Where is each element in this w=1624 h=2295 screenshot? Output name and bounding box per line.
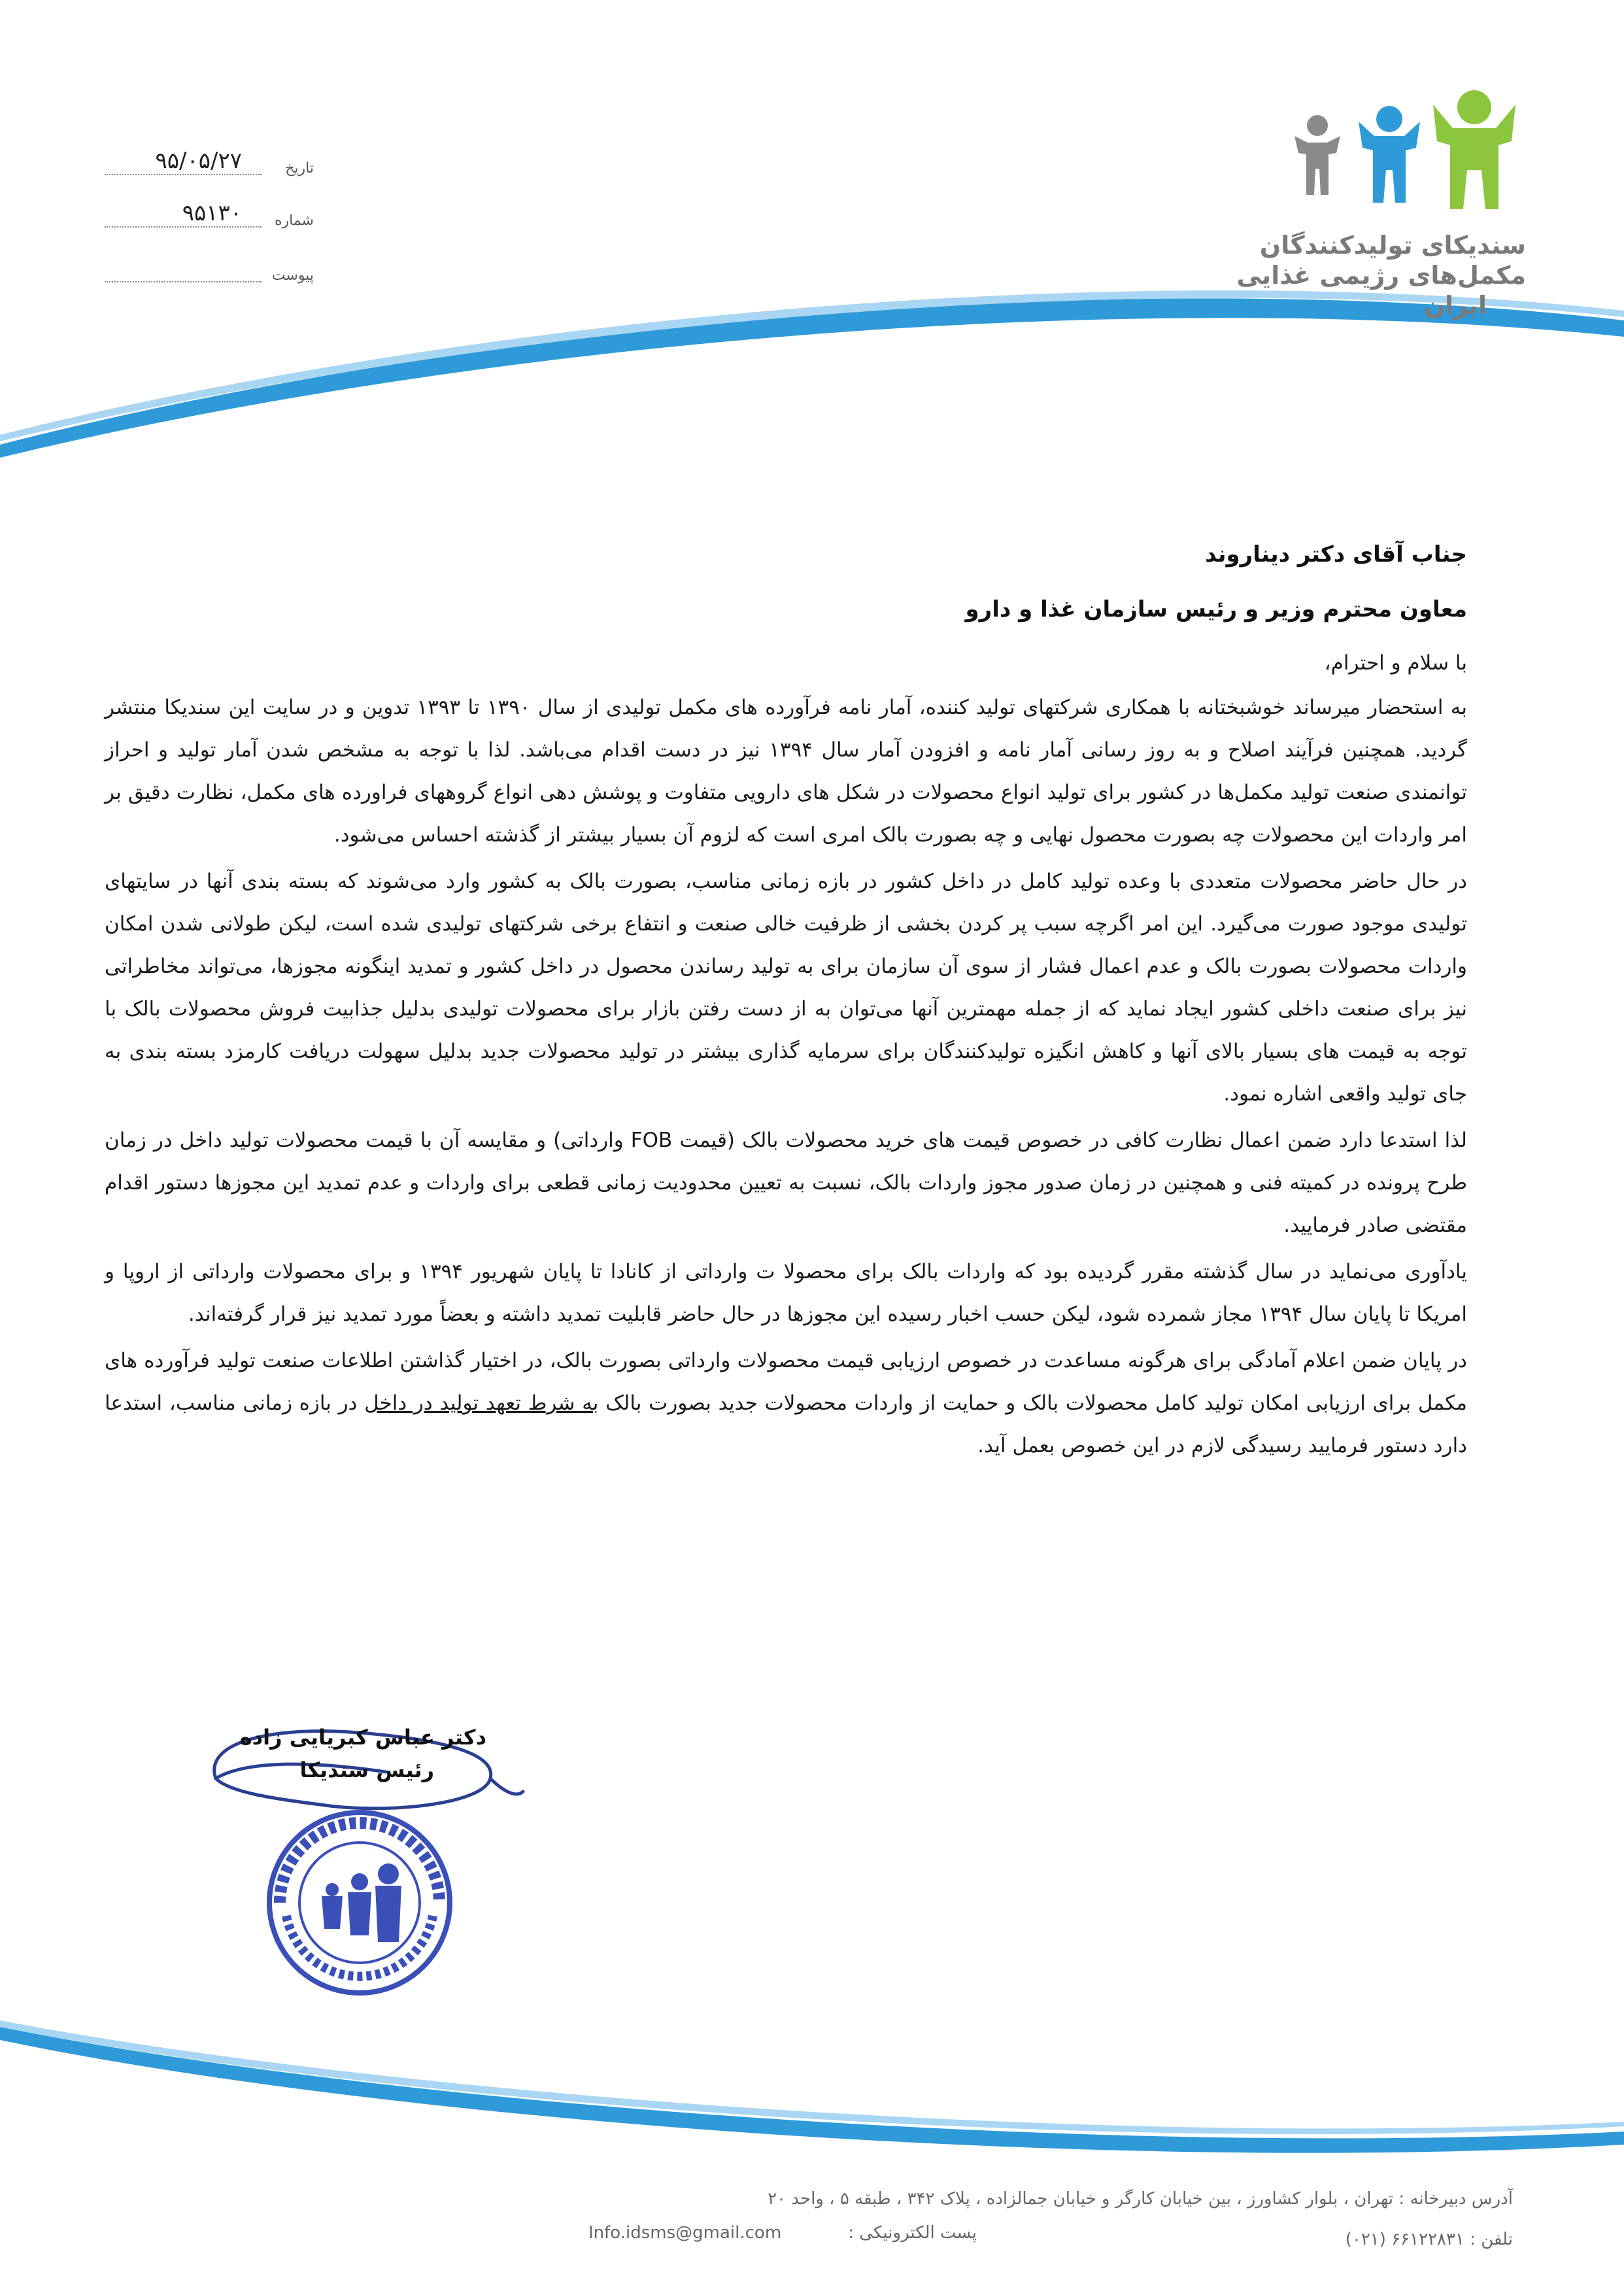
date-field — [105, 148, 314, 179]
logo-figures-icon — [1281, 85, 1543, 216]
organization-name-line1: سندیکای تولیدکنندگان — [1259, 231, 1526, 260]
organization-name-line3: ایران — [1423, 291, 1487, 320]
addressee-name: جناب آقای دکتر دیناروند — [1205, 541, 1467, 568]
date-line — [105, 174, 262, 175]
number-field — [105, 200, 314, 231]
organization-name-line2: مکمل‌های رژیمی غذایی — [1236, 261, 1526, 290]
addressee-title: معاون محترم وزیر و رئیس سازمان غذا و دارو — [965, 596, 1467, 622]
paragraph-2: در حال حاضر محصولات متعددی با وعده تولید کامل در داخل کشور در بازه زمانی مناسب، بصورت بالک به کشور وارد می‌شوند که بسته بندی آنها در سایتهای تولیدی موجود صورت می‌گیرد. این امر اگرچه سبب پر کردن بخشی از ظرفیت خالی صنعت و انتفاع برخی شرکتهای تولیدی شده است، لیکن طولانی شدن امکان واردات محصولات بصورت بالک و عدم اعمال فشار از سوی آن سازمان برای به تولید رساندن محصول در داخل کشور و تمدید اینگونه مجوزها، می‌تواند مخاطراتی نیز برای صنعت داخلی کشور ایجاد نماید که از جمله مهمترین آنها می‌توان به از دست رفتن بازار برای محصولات تولیدی بدلیل جذابیت فروش محصولات بالک با توجه به قیمت های بسیار بالای آنها و کاهش انگیزه تولیدکنندگان برای سرمایه گذاری بیشتر در تولید محصولات جدید بدلیل سهولت دریافت کارمزد بسته بندی به جای تولید واقعی اشاره نمود. — [105, 870, 1467, 1106]
paragraph-5 — [105, 1340, 1467, 1467]
attachment-line — [105, 281, 262, 282]
paragraph-1: به استحضار میرساند خوشبختانه با همکاری شرکتهای تولید کننده، آمار نامه فرآورده های مکمل تولیدی از سال ۱۳۹۰ تا ۱۳۹۳ تدوین و در سایت این سندیکا منتشر گردید. همچنین فرآیند اصلاح و به روز رسانی آمار نامه و افزودن آمار سال ۱۳۹۴ نیز در دست اقدام می‌باشد. لذا با توجه به مشخص شدن آمار تولید و احراز توانمندی صنعت تولید مکمل‌ها در کشور برای تولید انواع محصولات در شکل های دارویی متفاوت و پوشش دهی انواع گروههای فراورده های مکمل، نظارت دقیق بر امر واردات این محصولات چه بصورت محصول نهایی و چه بصورت بالک امری است که لزوم آن بسیار بیشتر از گذشته احساس می‌شود. — [105, 696, 1468, 847]
footer-email[interactable]: Info.idsms@gmail.com — [588, 2223, 782, 2243]
paragraph-3: لذا استدعا دارد ضمن اعمال نظارت کافی در خصوص قیمت های خرید محصولات بالک (قیمت FOB وارداتی) و مقایسه آن با قیمت محصولات تولید داخل در زمان طرح پرونده در کمیته فنی و همچنین در زمان صدور مجوز واردات بالک، نسبت به تعیین محدودیت زمانی قطعی برای واردات و عدم تمدید این مجوزها دستور اقدام مقتضی صادر فرمایید. — [105, 1129, 1467, 1237]
footer-email-label: پست الکترونیکی : — [848, 2223, 977, 2243]
paragraph-4: یادآوری می‌نماید در سال گذشته مقرر گردیده بود که واردات بالک برای محصولا ت وارداتی از کانادا تا پایان شهریور ۱۳۹۴ و برای محصولات وارداتی از اروپا و امریکا تا پایان سال ۱۳۹۴ مجاز شمرده شود، لیکن حسب اخبار رسیده این مجوزها در حال حاضر قابلیت تمدید داشته و بعضاً مورد تمدید نیز قرار گرفته‌اند. — [105, 1260, 1467, 1326]
stamp-seal — [262, 1805, 458, 2001]
greeting: با سلام و احترام، — [1324, 651, 1467, 675]
attachment-field — [105, 255, 314, 286]
date-label: تاریخ — [285, 160, 314, 177]
footer-address: آدرس دبیرخانه : تهران ، بلوار کشاورز ، بین خیابان کارگر و خیابان جمالزاده ، پلاک ۳۴۲ ، طبقه ۵ ، واحد ۲۰ — [768, 2189, 1513, 2209]
paragraph-5-underlined: به شرط تعهد تولید در داخل — [364, 1391, 599, 1415]
number-value: ۹۵۱۳۰ — [182, 200, 242, 226]
signature-block — [240, 1721, 486, 1786]
footer-phone: تلفن : ۶۶۱۲۲۸۳۱ (۰۲۱) — [1345, 2230, 1513, 2249]
letter-body — [105, 541, 1467, 1471]
number-line — [105, 226, 262, 228]
paragraph-5-start: در پایان ضمن اعلام آمادگی برای هرگونه مساعدت در خصوص ارزیابی قیمت محصولات وارداتی بصورت بالک، در اختیار گذاشتن اطلاعات صنعت تولید فرآورده های مکمل برای ارزیابی امکان تولید کامل محصولات بالک و حمایت از واردات محصولات جدید بصورت بالک — [105, 1349, 1467, 1415]
organization-name — [1236, 230, 1526, 320]
number-label: شماره — [274, 212, 314, 229]
attachment-label: پیوست — [271, 267, 314, 284]
footer-swoosh — [0, 2014, 1624, 2184]
signatory-name: دکتر عباس کبریایی زاده — [239, 1725, 486, 1750]
paragraph-5-end: در بازه زمانی مناسب، استدعا دارد دستور فرمایید رسیدگی لازم در این خصوص بعمل آید. — [105, 1391, 1467, 1457]
signatory-title: رئیس سندیکا — [299, 1758, 434, 1782]
date-value: ۹۵/۰۵/۲۷ — [155, 148, 242, 174]
